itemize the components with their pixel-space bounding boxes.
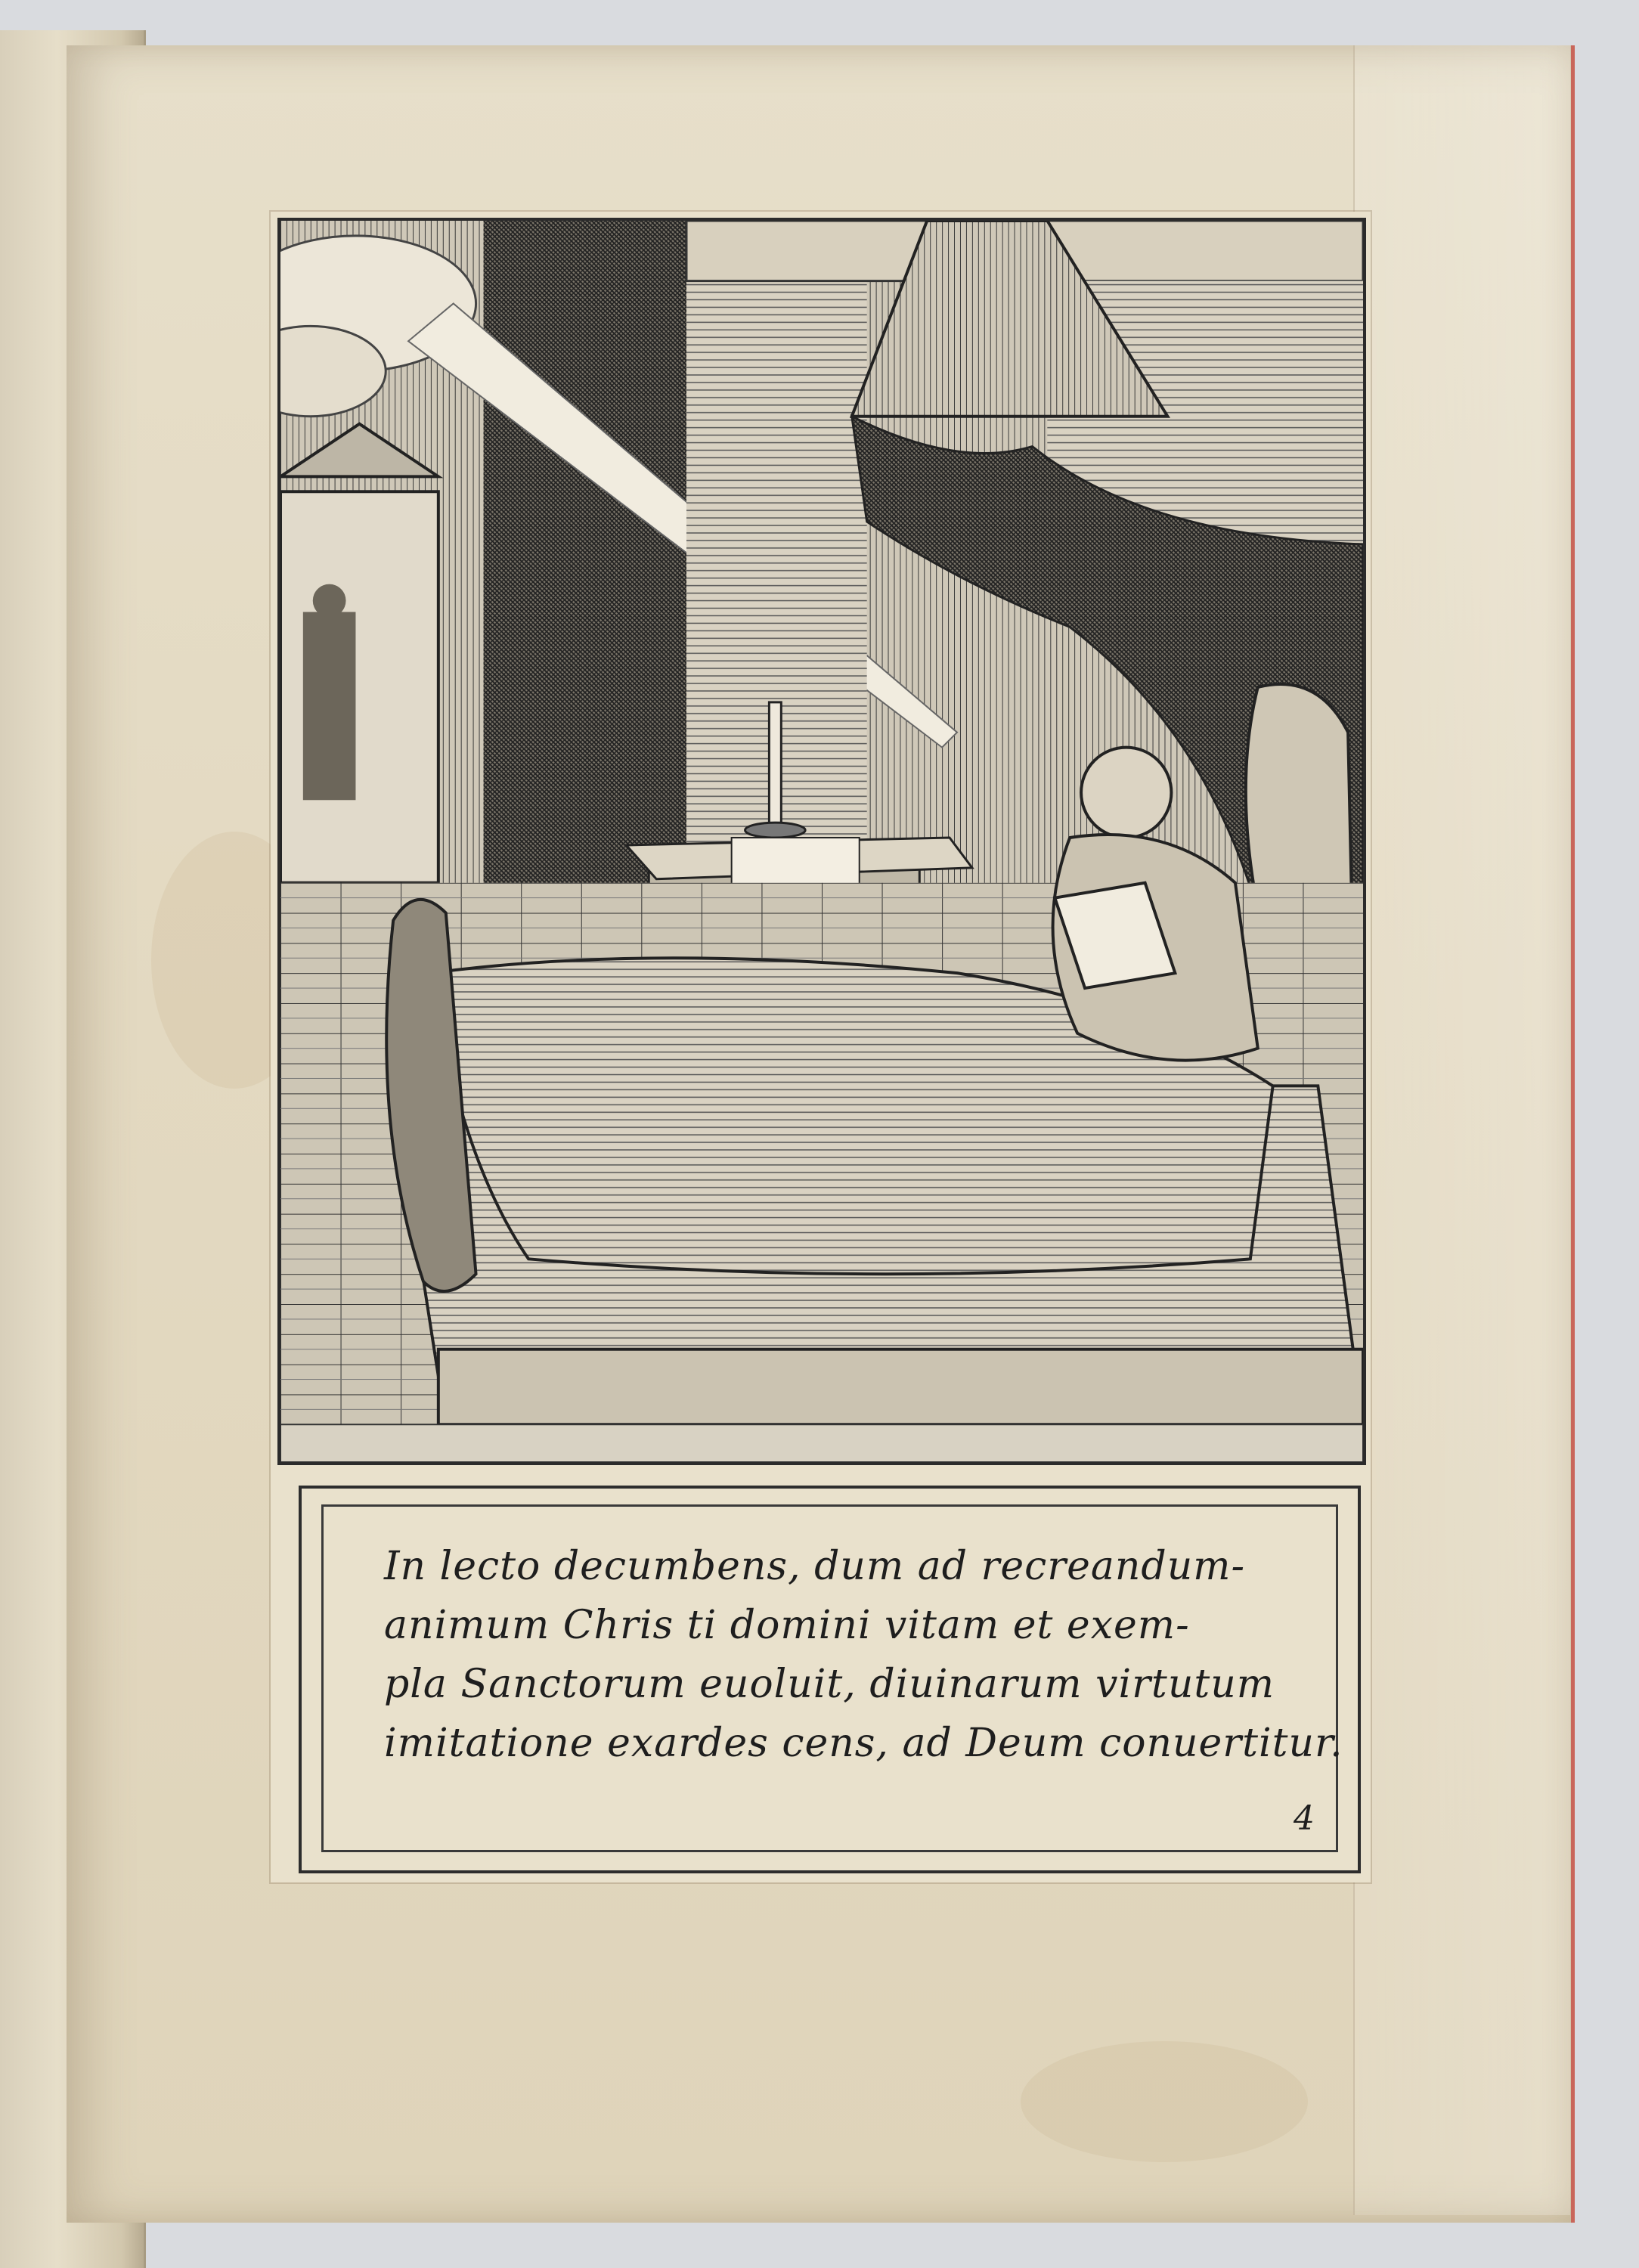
caption-line-3: pla Sanctorum euoluit, diuinarum virtutum — [384, 1662, 1275, 1707]
paper-repair-strip — [1353, 45, 1570, 2215]
caption-line-1: In lecto decumbens, dum ad recreandum- — [384, 1544, 1246, 1589]
caption-line-4: imitatione exardes cens, ad Deum conuertitur. — [384, 1721, 1343, 1766]
paper-stain — [1021, 2041, 1308, 2162]
caption-frame — [321, 1504, 1343, 1852]
plate-number: 4 — [1294, 1799, 1315, 1838]
engraving-illustration — [277, 218, 1366, 1465]
caption-line-2: animum Chris ti domini vitam et exem- — [384, 1603, 1190, 1648]
